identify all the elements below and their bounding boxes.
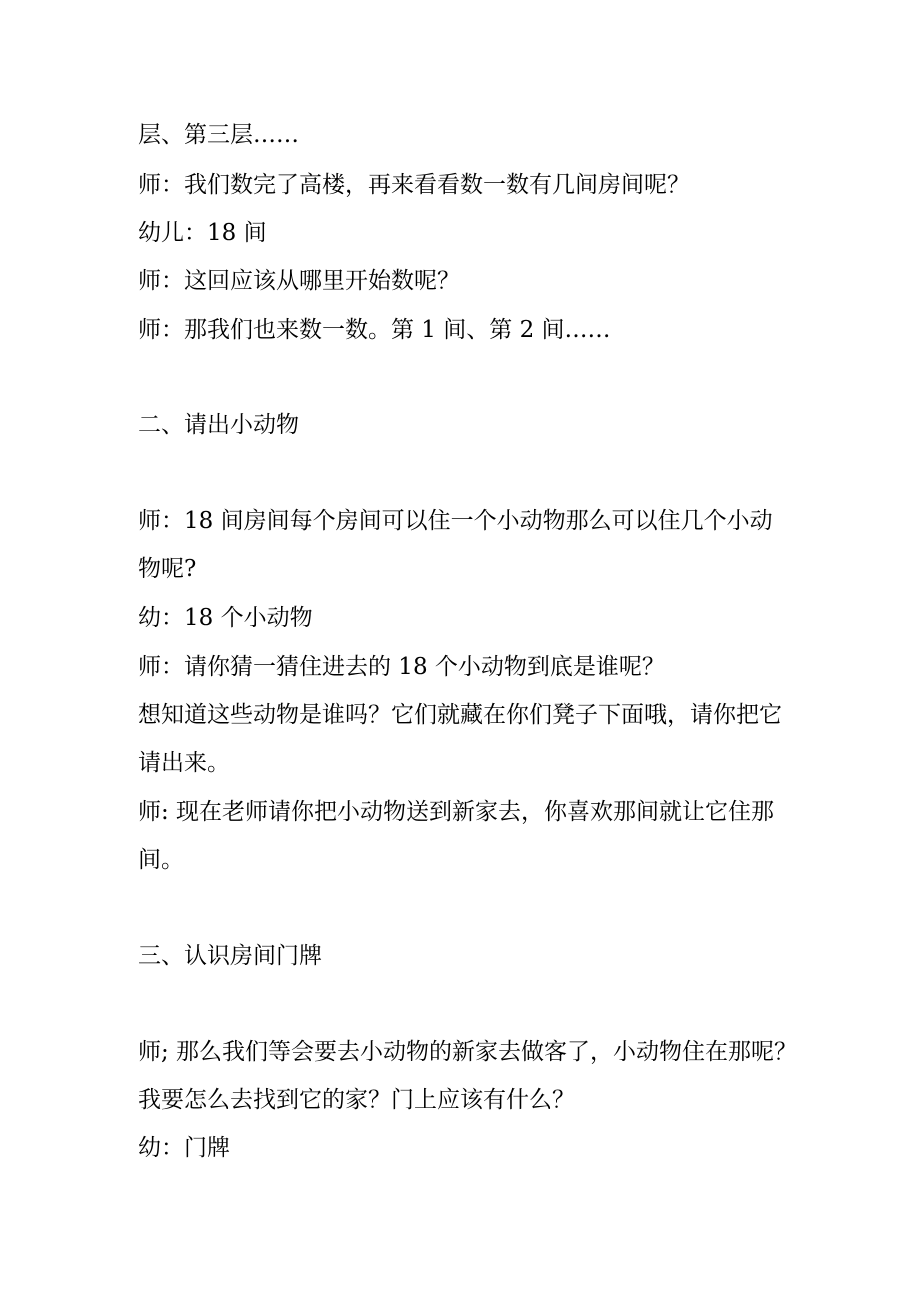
text-line: 师：这回应该从哪里开始数呢？ [138,268,460,294]
section-heading: 三、认识房间门牌 [138,943,322,969]
text-line: 物呢? [138,556,197,582]
text-line: 请出来。 [138,750,230,776]
text-line: 幼：门牌 [138,1135,230,1161]
text-line: 师：我们数完了高楼，再来看看数一数有几间房间呢？ [138,172,690,198]
text-line: 师; 那么我们等会要去小动物的新家去做客了，小动物住在那呢？ [138,1039,798,1065]
text-line: 师：18 间房间每个房间可以住一个小动物那么可以住几个小动 [138,508,773,534]
text-line: 师：请你猜一猜住进去的 18 个小动物到底是谁呢？ [138,654,665,680]
text-line: 间。 [138,847,184,873]
text-line: 想知道这些动物是谁吗？它们就藏在你们凳子下面哦，请你把它 [138,702,782,728]
text-line: 我要怎么去找到它的家？门上应该有什么？ [138,1087,575,1113]
text-line: 层、第三层…… [138,122,299,148]
text-line: 师: 现在老师请你把小动物送到新家去，你喜欢那间就让它住那 [138,799,775,825]
text-line: 师：那我们也来数一数。第 1 间、第 2 间…… [138,317,611,343]
text-line: 幼：18 个小动物 [138,605,313,631]
section-heading: 二、请出小动物 [138,412,299,438]
text-line: 幼儿：18 间 [138,220,267,246]
